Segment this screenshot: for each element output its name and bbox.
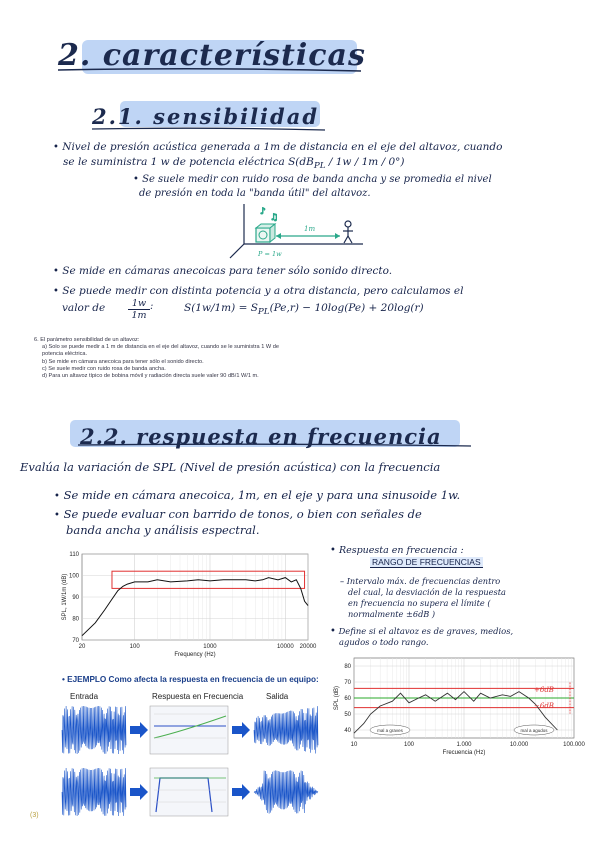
sens-bullet-1a [133,173,593,201]
sens-bullet-1 [53,140,593,173]
y-tick-label: 70 [72,638,79,644]
waveform-trace [254,706,318,753]
sens-bullet-2 [53,264,593,279]
plus-6db-label: +6dB [534,686,554,694]
exam-note-option-d: d) Para un altavoz típico de bobina móvil y radiación directa suele valer 90 dB/1 W/1 m. [42,373,259,380]
sens-bullet-1-tail: / 1w / 1m / 0°) [325,156,405,168]
resp-title [330,545,464,556]
bullet-dot: • [53,286,59,297]
input-signal-1 [62,706,126,754]
x-tick-label: 10.000 [509,742,529,748]
y-tick-label: 40 [344,728,351,734]
resp-title-text: Respuesta en frecuencia : [338,545,464,556]
example-heading [62,675,319,684]
x-tick-label: 10 [350,742,358,748]
freq-bullet-1-text: Se mide en cámara anecoica, 1m, en el eje y para una sinusoide 1w. [63,488,461,502]
listener-person-icon [343,221,353,243]
y-tick-label: 80 [344,664,351,670]
y-tick-label: 70 [344,680,351,686]
bullet-dot: • [53,142,59,153]
freq-bullet-2 [54,507,594,538]
define-speaker-type-l1: Define si el altavoz es de graves, medios, [338,626,514,636]
waveform-trace [62,706,126,754]
bullet-dot: • [330,626,336,637]
svg-text:♪: ♪ [260,207,266,217]
define-speaker-type [330,626,590,648]
sens-bullet-1a-line2: de presión en toda la "banda útil" del altavoz. [139,188,371,199]
resp-definition-l3: en frecuencia no supera el límite ( [348,598,491,608]
sens-bullet-1-line1: Nivel de presión acústica generada a 1m de distancia en el eje del altavoz, cuando [62,141,503,153]
arrow-icon [232,722,250,738]
speaker-frequency-response-chart [50,546,318,668]
minus-6db-label: −6dB [534,702,554,710]
subtitle2-underline [76,442,476,448]
x-axis-label: Frequency (Hz) [174,652,216,658]
sens-bullet-3-line2: valor de [62,302,106,314]
resp-definition-l1: – Intervalo máx. de frecuencias dentro [340,576,501,586]
example-heading-text: EJEMPLO Como afecta la respuesta en frecuencia de un equipo: [67,675,319,684]
bullet-dot: • [54,491,60,502]
x-tick-label: 1000 [203,644,217,650]
sens-bullet-1-sub: PL [313,161,326,172]
speaker-box-icon [256,224,275,242]
sens-bullet-3-line1: Se puede medir con distinta potencia y a otra distancia, pero calculamos el [62,285,464,297]
x-tick-label: 100 [129,644,140,650]
exam-note-option-c: c) Se suele medir con ruido rosa de banda ancha. [42,365,166,372]
x-axis-label: Frecuencia (Hz) [442,750,486,756]
output-signal-2 [254,770,318,813]
y-tick-label: 60 [344,696,351,702]
exam-note-option-b: b) Se mide en cámara anecoica para tener sólo el sonido directo. [42,358,204,365]
formula-sub: PL [257,307,270,318]
y-tick-label: 90 [72,595,79,601]
fraction-colon: : [150,301,154,312]
col-output-label: Salida [266,692,289,701]
bullet-dot: • [54,510,60,521]
x-tick-label: 100.000 [563,742,585,748]
y-tick-label: 110 [69,552,79,558]
bullet-dot: • [53,266,59,277]
sens-bullet-1a-line1: Se suele medir con ruido rosa de banda ancha y se promedia el nivel [142,174,492,185]
resp-definition-l2: del cual, la desviación de la respuesta [348,587,506,597]
svg-text:♫: ♫ [270,213,279,223]
exam-note-option-a: a) Solo se puede medir a 1 m de distancia en el eje del altavoz, cuando se le suministra 1 W de potencia eléctrica. [42,344,279,358]
col-input-label: Entrada [70,692,99,701]
formula-part-a: S(1w/1m) = S [184,302,258,314]
diagram-distance-label: 1m [304,225,316,233]
music-note-icon [260,207,278,223]
x-tick-label: 20000 [299,644,317,650]
bullet-dot: • [133,174,139,185]
y-tick-label: 100 [68,573,79,580]
sens-bullet-3 [53,284,593,299]
fraction-1w-1m [128,298,150,321]
x-tick-label: 10000 [276,644,294,650]
annotation-bass-text: mal a graves [377,728,403,733]
subtitle-underline [90,126,330,132]
example-signal-diagram [60,702,322,820]
resp-definition [340,576,585,620]
formula-part-b: (Pe,r) − 10log(Pe) + 20log(r) [269,302,424,314]
freq-bullet-2-line2: banda ancha y análisis espectral. [66,523,260,537]
y-tick-label: 80 [72,616,79,623]
y-axis-label: SPL, 1W/1m (dB) [62,573,68,621]
resp-definition-l4: normalmente ±6dB ) [348,609,436,619]
freq-bullet-1 [54,488,594,504]
subsection-title-sensitivity: 2.1. sensibilidad [92,104,319,129]
freq-intro: Evalúa la variación de SPL (Nivel de presión acústica) con la frecuencia [20,460,441,474]
fraction-numerator: 1w [128,298,150,310]
exam-note [34,337,284,380]
page-number: (3) [30,812,39,819]
y-tick-label: 50 [344,712,351,718]
sensitivity-formula [184,302,424,317]
output-signal-1 [254,706,318,753]
diagram-power-label: P = 1w [258,250,282,258]
subsection-title-frequency-response: 2.2. respuesta en frecuencia [80,424,442,449]
arrow-icon [130,722,148,738]
speaker-measurement-diagram [228,200,368,262]
sens-bullet-1-line2: se le suministra 1 w de potencia eléctrica S(dB [63,156,314,168]
response-flat-mini-plot [150,706,228,754]
y-axis-label: SPL (dB) [334,685,340,711]
arrow-icon [232,784,250,800]
response-bandpass-mini-plot [150,768,228,816]
fraction-denominator: 1m [131,310,147,321]
arrow-icon [130,784,148,800]
exam-note-question: 6. El parámetro sensibilidad de un altavoz: [34,337,140,343]
waveform-trace [254,770,318,813]
sens-bullet-2-text: Se mide en cámaras anecoicas para tener sólo sonido directo. [62,265,393,277]
bullet-dot: • [62,675,65,684]
annotation-treble-text: mal a agudos [520,728,548,733]
freq-bullet-2-line1: Se puede evaluar con barrido de tonos, o bien con señales de [63,507,422,521]
col-response-label: Respuesta en Frecuencia [152,692,244,701]
sens-bullet-3-value [62,301,105,315]
define-speaker-type-l2: agudos o todo rango. [339,637,429,647]
x-tick-label: 1.000 [456,742,472,748]
x-tick-label: 20 [78,644,86,650]
input-signal-2 [62,768,126,816]
frequency-range-label: RANGO DE FRECUENCIAS [372,557,481,567]
waveform-trace [62,768,126,816]
section-title: 2. características [58,38,366,73]
x-tick-label: 100 [403,742,415,748]
title-underline [56,66,366,74]
bullet-dot: • [330,545,336,556]
